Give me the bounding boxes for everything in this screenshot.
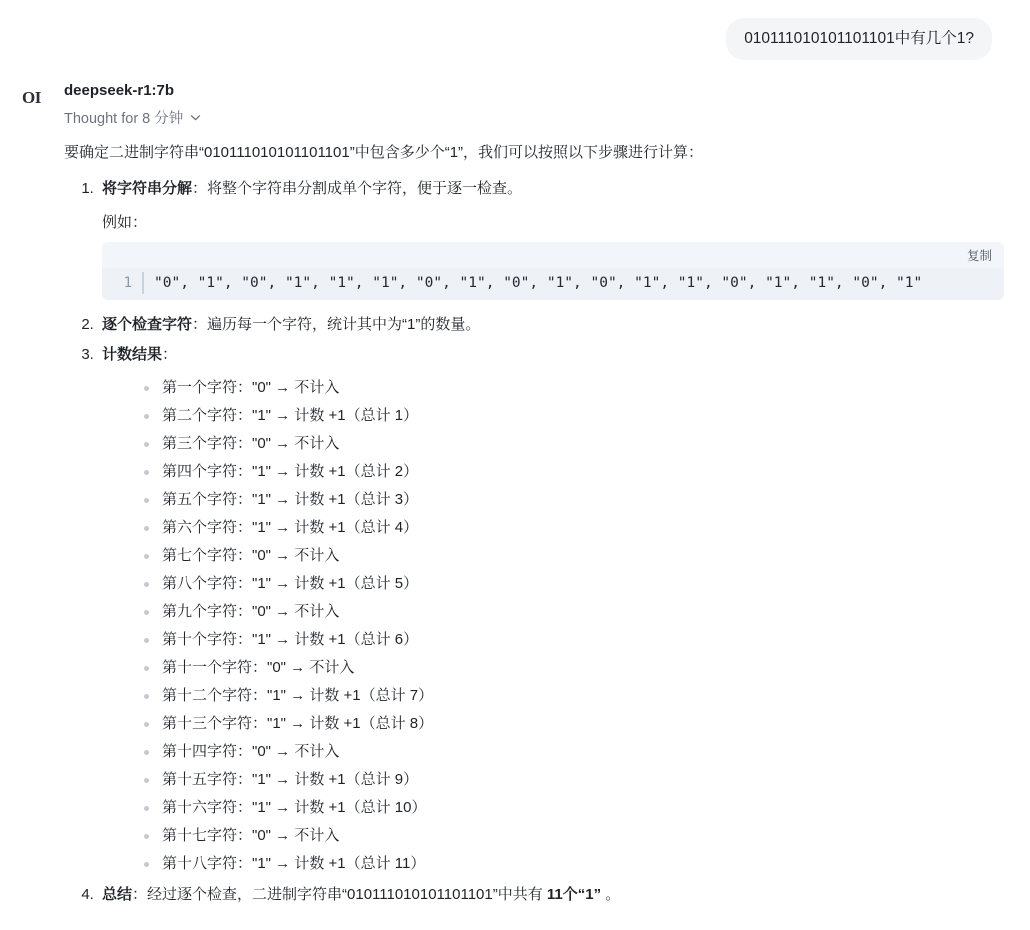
step-text-1: ：将整个字符串分割成单个字符，便于逐一检查。 <box>192 180 523 197</box>
step-item-1 <box>98 176 1000 300</box>
list-item: 第一个字符："0" → 不计入 <box>144 374 1000 402</box>
user-message-row <box>0 0 1030 60</box>
avatar: OI <box>22 88 41 107</box>
code-line-number: 1 <box>123 275 132 291</box>
summary-prefix: ：经过逐个检查，二进制字符串“010111010101101101”中共有 <box>132 886 547 903</box>
step-title-2: 逐个检查字符 <box>102 316 193 333</box>
list-item: 第八个字符："1" → 计数 +1（总计 5） <box>144 570 1000 598</box>
list-item: 第十七字符："0" → 不计入 <box>144 822 1000 850</box>
list-item: 第十八字符："1" → 计数 +1（总计 11） <box>144 850 1000 878</box>
chevron-down-icon <box>189 111 202 124</box>
thought-label: Thought for 8 分钟 <box>64 111 184 127</box>
list-item: 第六个字符："1" → 计数 +1（总计 4） <box>144 514 1000 542</box>
list-item: 第四个字符："1" → 计数 +1（总计 2） <box>144 458 1000 486</box>
list-item: 第十五字符："1" → 计数 +1（总计 9） <box>144 766 1000 794</box>
user-message-bubble: 010111010101101101中有几个1? <box>726 18 992 60</box>
step-title-1: 将字符串分解 <box>102 180 193 197</box>
summary-highlight: 11个“1” <box>546 886 602 903</box>
list-item: 第九个字符："0" → 不计入 <box>144 598 1000 626</box>
code-block-body <box>102 268 1004 300</box>
summary-suffix: 。 <box>601 886 621 903</box>
steps-list <box>64 176 1000 908</box>
code-block <box>102 242 1004 300</box>
thought-toggle[interactable] <box>64 107 202 128</box>
copy-button[interactable]: 复制 <box>967 246 992 264</box>
list-item: 第十三个字符："1" → 计数 +1（总计 8） <box>144 710 1000 738</box>
step-text-3: ： <box>162 346 178 363</box>
list-item: 第三个字符："0" → 不计入 <box>144 430 1000 458</box>
list-item: 第十个字符："1" → 计数 +1（总计 6） <box>144 626 1000 654</box>
step-item-4 <box>98 882 1000 908</box>
step-title-3: 计数结果 <box>102 346 163 363</box>
code-block-header <box>102 242 1004 268</box>
answer-intro: 要确定二进制字符串“010111010101101101”中包含多少个“1”，我们可以按照以下步骤进行计算： <box>64 144 704 161</box>
step-item-3 <box>98 342 1000 878</box>
list-item: 第五个字符："1" → 计数 +1（总计 3） <box>144 486 1000 514</box>
code-content[interactable]: "0", "1", "0", "1", "1", "1", "0", "1", "0", "1", "0", "1", "1", "0", "1", "1", "0", "1" <box>142 272 1004 294</box>
example-label: 例如： <box>102 214 148 231</box>
list-item: 第十四字符："0" → 不计入 <box>144 738 1000 766</box>
step-title-4: 总结 <box>102 886 133 903</box>
model-name: deepseek-r1:7b <box>64 82 175 99</box>
list-item: 第十二个字符："1" → 计数 +1（总计 7） <box>144 682 1000 710</box>
step-item-2 <box>98 312 1000 338</box>
count-list <box>102 374 1000 878</box>
list-item: 第七个字符："0" → 不计入 <box>144 542 1000 570</box>
list-item: 第十六字符："1" → 计数 +1（总计 10） <box>144 794 1000 822</box>
list-item: 第十一个字符："0" → 不计入 <box>144 654 1000 682</box>
step-text-2: ：遍历每一个字符，统计其中为“1”的数量。 <box>192 316 481 333</box>
assistant-message <box>0 60 1030 908</box>
list-item: 第二个字符："1" → 计数 +1（总计 1） <box>144 402 1000 430</box>
